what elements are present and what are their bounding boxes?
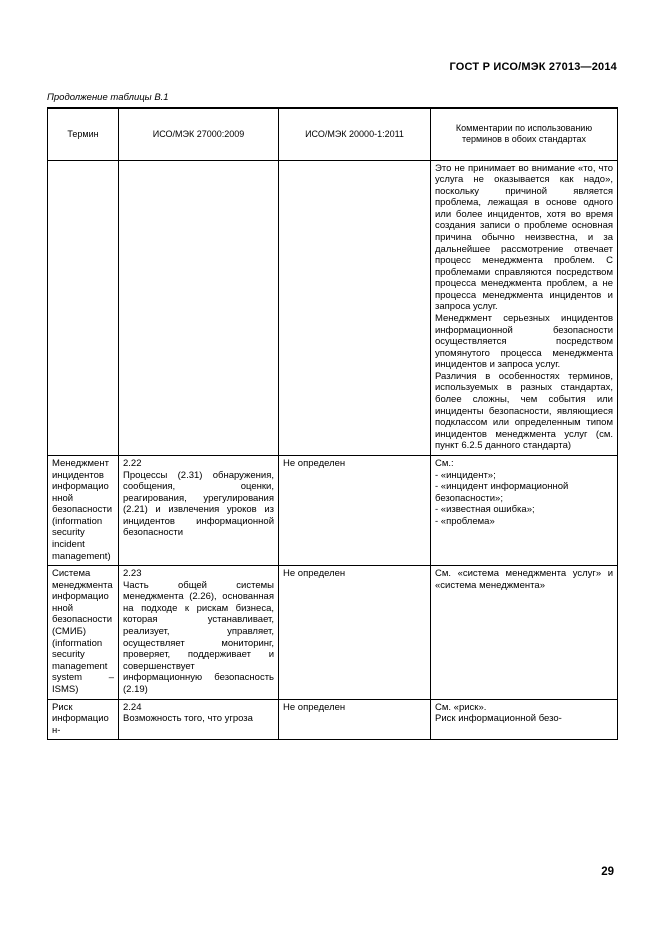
comment-paragraph: Различия в особенностях терминов, используемых в разных стандартах, более сложны, чем события или инциденты безопасности, являющиеся подклассом или определенным типом инцидентов менеджмента услуг (см. пункт 6.2.5 данного стандарта)	[435, 370, 613, 452]
col-header-term: Термин	[48, 108, 119, 160]
comment-line: - «известная ошибка»;	[435, 504, 535, 516]
term-cell: Менеджмент инцидентов информационной безопасности (information security incident management)	[48, 455, 119, 565]
comments-cell	[431, 699, 618, 740]
table-header-row	[48, 108, 618, 160]
term-cell: Система менеджмента информационной безопасности (СМИБ) (information security management system – ISMS)	[48, 566, 119, 699]
comment-line: См. «риск».	[435, 701, 487, 713]
comment-line: См.:	[435, 457, 454, 469]
page-number: 29	[601, 866, 614, 878]
clause-number: 2.24	[123, 701, 142, 713]
iso27000-cell	[119, 566, 279, 699]
table-caption: Продолжение таблицы В.1	[47, 92, 169, 103]
col-header-iso20000: ИСО/МЭК 20000-1:2011	[279, 108, 431, 160]
table-row-continuation	[48, 160, 618, 455]
col-header-iso27000: ИСО/МЭК 27000:2009	[119, 108, 279, 160]
table-row-isms	[48, 566, 618, 699]
terms-comparison-table	[47, 107, 618, 740]
iso20000-cell: Не определен	[279, 699, 431, 740]
comment-paragraph: Менеджмент серьезных инцидентов информационной безопасности осуществляется посредством упомянутого процесса менеджмента инцидентов и запроса услуг.	[435, 313, 613, 371]
iso27000-cell	[119, 160, 279, 455]
clause-text: Процессы (2.31) обнаружения, сообщения, оценки, реагирования, урегулирования (2.21) и извлечения уроков из инцидентов информационной безопасности	[123, 469, 274, 539]
term-cell	[48, 160, 119, 455]
comments-cell	[431, 455, 618, 565]
comment-paragraph: См. «система менеджмента услуг» и «система менеджмента»	[435, 568, 613, 591]
table-row-incident-management	[48, 455, 618, 565]
comment-line: - «инцидент информационной безопасности»;	[435, 481, 569, 504]
clause-number: 2.23	[123, 568, 142, 580]
table-row-risk	[48, 699, 618, 740]
terms-table-container	[47, 107, 617, 740]
document-header: ГОСТ Р ИСО/МЭК 27013—2014	[449, 61, 617, 73]
clause-text: Часть общей системы менеджмента (2.26), основанная на подходе к рискам бизнеса, которая устанавливает, реализует, управляет, осуществляет мониторинг, проверяет, поддерживает и совершенствует информационную безопасность (2.19)	[123, 579, 274, 695]
clause-number: 2.22	[123, 457, 142, 469]
clause-text: Возможность того, что угроза	[123, 713, 253, 725]
term-cell: Риск информацион-	[48, 699, 119, 740]
comment-line: - «инцидент»;	[435, 469, 496, 481]
comments-cell	[431, 566, 618, 699]
iso20000-cell	[279, 160, 431, 455]
comments-cell	[431, 160, 618, 455]
iso20000-cell: Не определен	[279, 566, 431, 699]
col-header-comments: Комментарии по использованию терминов в обоих стандартах	[431, 108, 618, 160]
comment-line: - «проблема»	[435, 515, 495, 527]
comment-line: Риск информационной безо-	[435, 713, 562, 725]
iso20000-cell: Не определен	[279, 455, 431, 565]
iso27000-cell	[119, 455, 279, 565]
comment-paragraph: Это не принимает во внимание «то, что услуга не оказывается как надо», поскольку причиной является проблема, лежащая в основе одного или более инцидентов, хотя во время создания записи о проблеме основная причина обычно неизвестна, и за дальнейшее рассмотрение отвечает процесс менеджмента проблем. С проблемами справляются посредством процесса менеджмента проблем, а не процесса менеджмента инцидентов и запроса услуг.	[435, 162, 613, 313]
iso27000-cell	[119, 699, 279, 740]
